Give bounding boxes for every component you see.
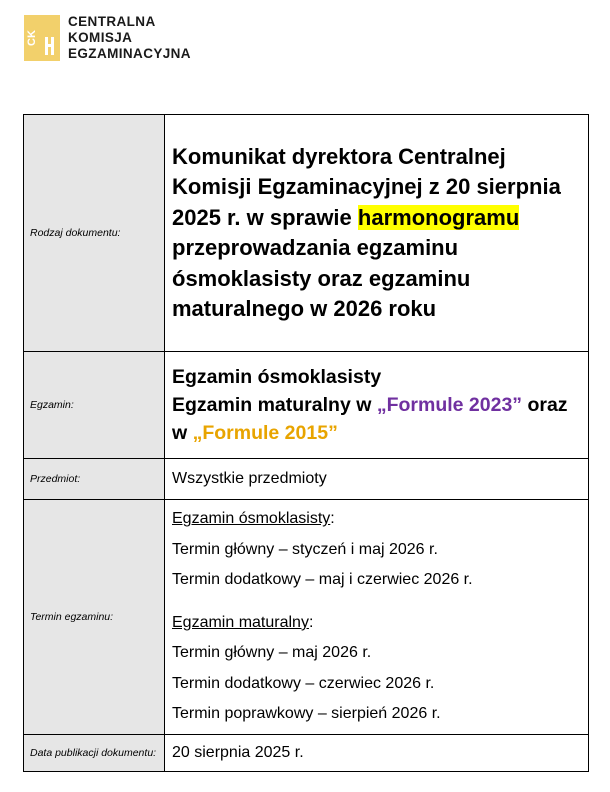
exam-dates-value (165, 500, 589, 735)
row-document-type (24, 115, 589, 352)
row-publication-date (24, 735, 589, 772)
matura-item: Termin dodatkowy – czerwiec 2026 r. (172, 674, 435, 692)
publication-date-value: 20 sierpnia 2025 r. (165, 735, 589, 772)
label-exam-dates: Termin egzaminu: (24, 500, 165, 735)
logo-line-2: KOMISJA (68, 30, 133, 45)
cke-logo-mark (24, 15, 60, 61)
logo-line-3: EGZAMINACYJNA (68, 46, 191, 61)
exam-value (165, 352, 589, 459)
label-publication-date: Data publikacji dokumentu: (24, 735, 165, 772)
logo-mark-letters: CK (26, 30, 38, 46)
osmo-item: Termin główny – styczeń i maj 2026 r. (172, 540, 438, 558)
osmo-item: Termin dodatkowy – maj i czerwiec 2026 r. (172, 571, 473, 589)
subject-value: Wszystkie przedmioty (165, 459, 589, 500)
document-title (165, 115, 589, 352)
exam-line-1: Egzamin ósmoklasisty (172, 366, 382, 388)
row-exam (24, 352, 589, 459)
document-info-table (23, 114, 589, 772)
label-document-type: Rodzaj dokumentu: (24, 115, 165, 352)
logo-line-1: CENTRALNA (68, 14, 156, 29)
cke-logo (24, 14, 191, 62)
title-part-1: Komunikat dyrektora Centralnej Komisji Egzaminacyjnej z 20 sierpnia 2025 r. w sprawie (172, 143, 561, 230)
formula-2015: „Formule 2015” (192, 422, 338, 444)
matura-item: Termin poprawkowy – sierpień 2026 r. (172, 705, 441, 723)
title-highlight: harmonogramu (357, 204, 520, 230)
label-exam: Egzamin: (24, 352, 165, 459)
formula-2023: „Formule 2023” (376, 394, 523, 416)
logo-text (68, 14, 191, 62)
title-part-2: przeprowadzania egzaminu ósmoklasisty oraz egzaminu maturalnego w 2026 roku (172, 235, 471, 321)
matura-item: Termin główny – maj 2026 r. (172, 644, 372, 662)
label-subject: Przedmiot: (24, 459, 165, 500)
exam-line-2: Egzamin maturalny w „Formule 2023” oraz w „Formule 2015” (172, 394, 568, 444)
row-subject (24, 459, 589, 500)
row-exam-dates (24, 500, 589, 735)
osmo-heading: Egzamin ósmoklasisty: (172, 510, 335, 528)
matura-heading: Egzamin maturalny: (172, 613, 314, 631)
